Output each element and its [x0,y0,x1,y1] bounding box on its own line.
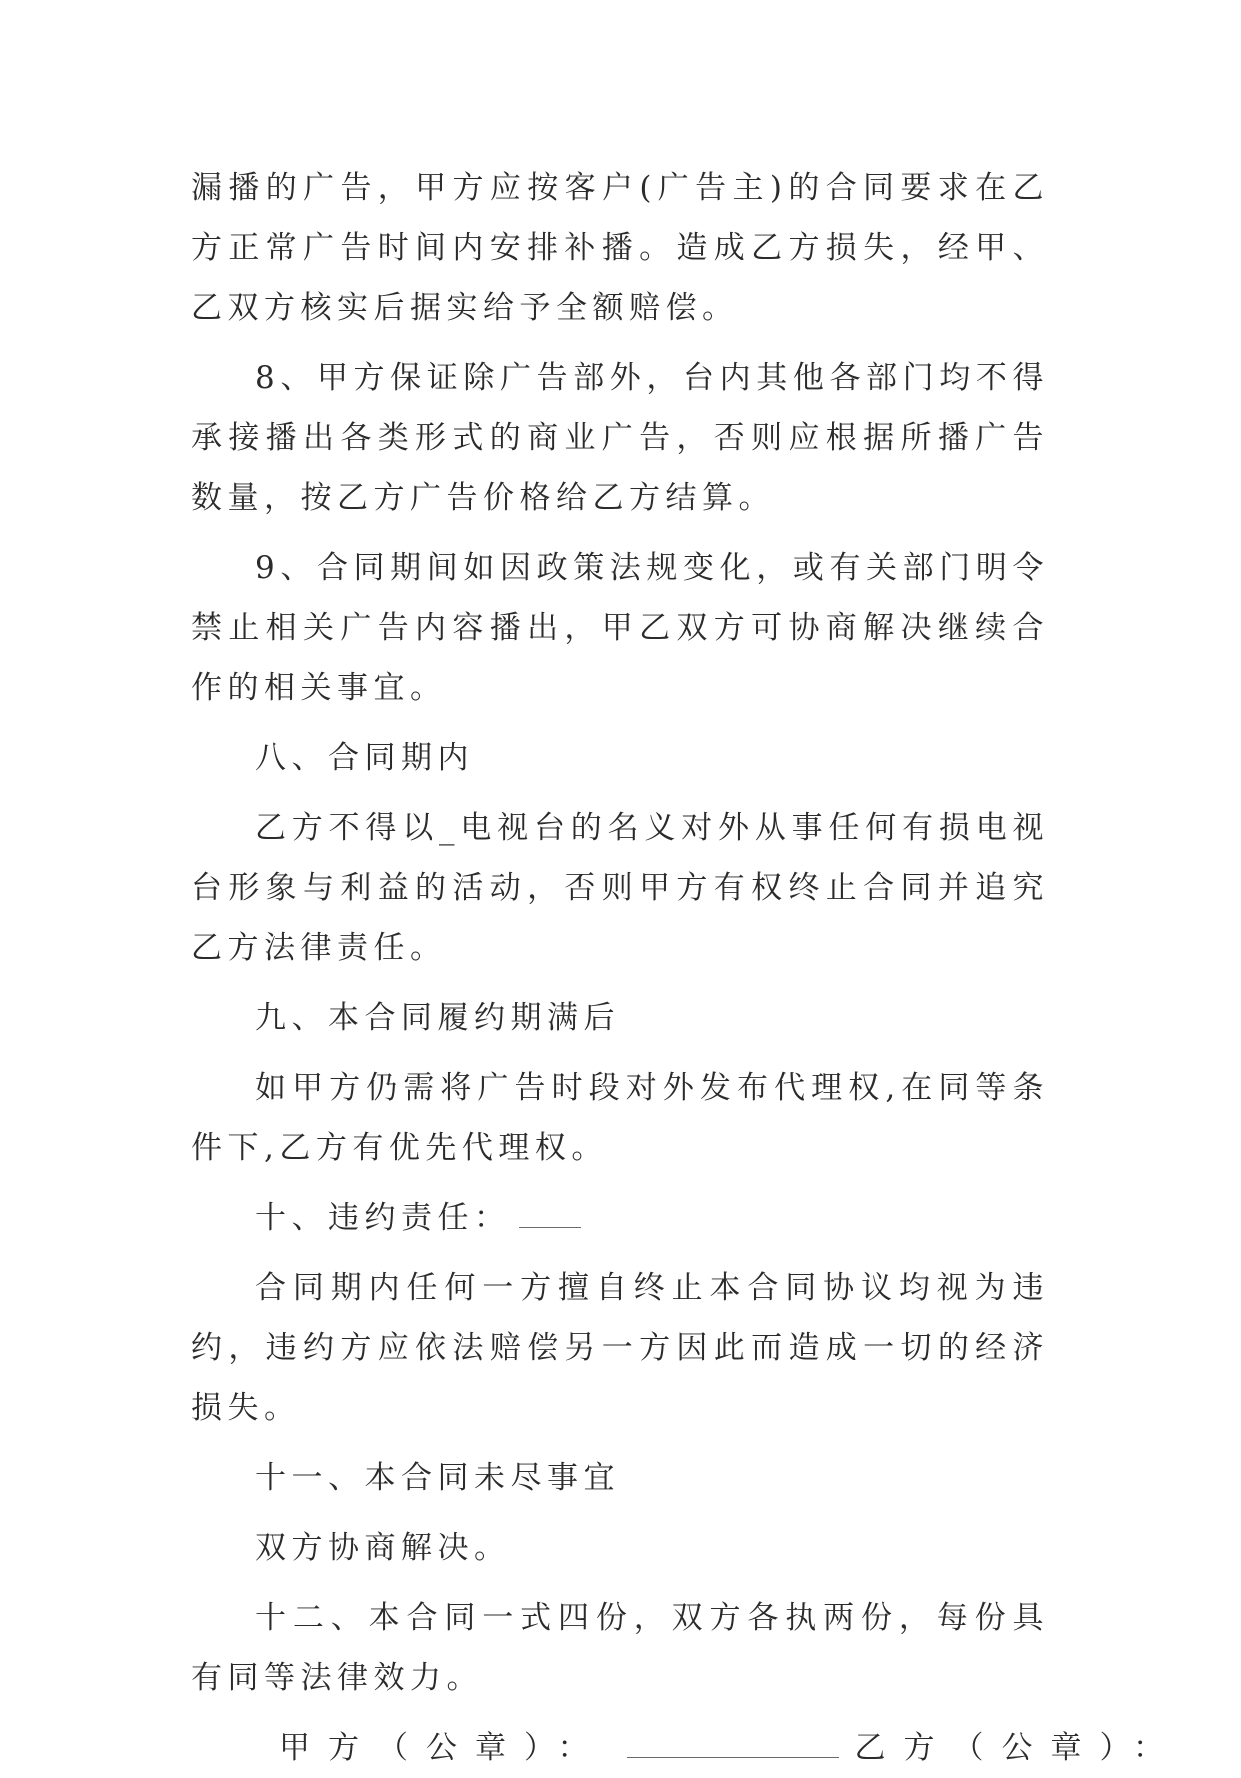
section-heading-10-line [191,1188,1049,1248]
party-a-seal-label: 甲方（公章）： [279,1730,607,1766]
paragraph-clause-8: 8、甲方保证除广告部外，台内其他各部门均不得承接播出各类形式的商业广告，否则应根据所播广告数量，按乙方广告价格给乙方结算。 [191,360,1049,516]
signature-line [191,1718,1182,1778]
section-heading-11: 十一、本合同未尽事宜 [255,1460,620,1496]
document-body [191,158,1182,1778]
signature-blank [627,1727,839,1758]
paragraph-section-9-body: 如甲方仍需将广告时段对外发布代理权,在同等条件下,乙方有优先代理权。 [191,1070,1049,1166]
section-heading-10: 十、违约责任： [255,1200,511,1236]
paragraph-section-12: 十二、本合同一式四份，双方各执两份，每份具有同等法律效力。 [191,1600,1049,1696]
paragraph-clause-9: 9、合同期间如因政策法规变化，或有关部门明令禁止相关广告内容播出，甲乙双方可协商解决继续合作的相关事宜。 [191,550,1049,706]
paragraph-section-11-body: 双方协商解决。 [255,1530,511,1566]
paragraph-compensation: 漏播的广告，甲方应按客户(广告主)的合同要求在乙方正常广告时间内安排补播。造成乙方损失，经甲、乙双方核实后据实给予全额赔偿。 [191,170,1049,326]
section-heading-9: 九、本合同履约期满后 [255,1000,620,1036]
paragraph-section-8-body: 乙方不得以_电视台的名义对外从事任何有损电视台形象与利益的活动，否则甲方有权终止合同并追究乙方法律责任。 [191,810,1049,966]
section-heading-8: 八、合同期内 [255,740,474,776]
paragraph-section-10-body: 合同期内任何一方擅自终止本合同协议均视为违约，违约方应依法赔偿另一方因此而造成一切的经济损失。 [191,1270,1049,1426]
blank-line [519,1197,581,1228]
party-b-seal-label: 乙方（公章）： [854,1730,1182,1766]
